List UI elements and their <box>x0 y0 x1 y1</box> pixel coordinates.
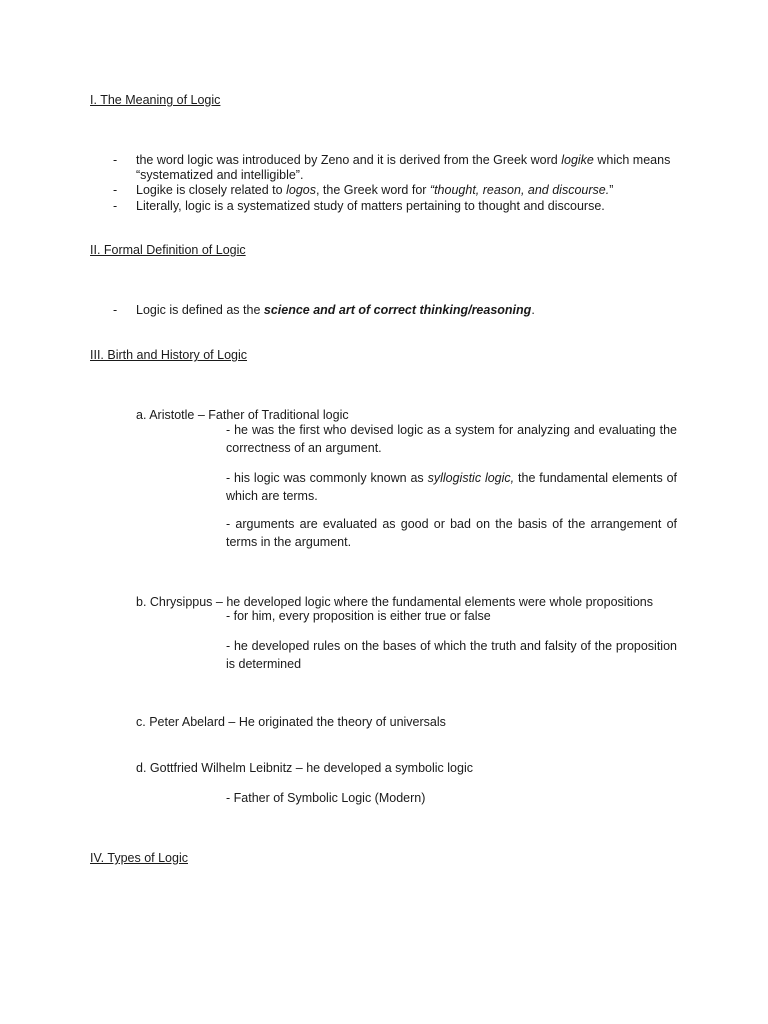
definition-emphasis: science and art of correct thinking/reasoning <box>263 303 532 317</box>
bullet-dash: - <box>113 183 118 197</box>
item-b-paragraph-1: - for him, every proposition is either true or false <box>226 609 491 623</box>
section-1-bullet-1-line-2: “systematized and intelligible”. <box>136 168 304 182</box>
section-4-heading: IV. Types of Logic <box>90 851 188 865</box>
syllogistic-logic-term: syllogistic logic, <box>427 471 515 485</box>
item-a-paragraph-2 <box>226 469 677 505</box>
item-b-chrysippus: b. Chrysippus – he developed logic where the fundamental elements were whole propositions <box>136 595 653 609</box>
bullet-text: Logic is defined as the <box>136 303 264 317</box>
section-1-bullet-3: Literally, logic is a systematized study of matters pertaining to thought and discourse. <box>136 199 605 213</box>
bullet-dash: - <box>113 199 118 213</box>
bullet-text: . <box>531 303 535 317</box>
item-d-paragraph-1: - Father of Symbolic Logic (Modern) <box>226 791 426 805</box>
item-a-paragraph-3: - arguments are evaluated as good or bad on the basis of the arrangement of terms in the argument. <box>226 517 677 549</box>
item-d-leibnitz: d. Gottfried Wilhelm Leibnitz – he developed a symbolic logic <box>136 761 473 775</box>
section-2-bullet-1 <box>136 302 535 318</box>
section-3-heading: III. Birth and History of Logic <box>90 348 248 362</box>
greek-term-logike: logike <box>561 153 594 167</box>
bullet-text: , the Greek word for <box>315 183 430 197</box>
section-2-heading: II. Formal Definition of Logic <box>90 243 246 257</box>
quoted-meaning: “thought, reason, and discourse. <box>429 183 610 197</box>
paragraph-text: - his logic was commonly known as <box>226 471 428 485</box>
bullet-text: ” <box>609 183 614 197</box>
section-1-bullet-2 <box>136 182 613 198</box>
greek-term-logos: logos <box>286 183 316 197</box>
item-b-paragraph-2: - he developed rules on the bases of which the truth and falsity of the proposition is determined <box>226 639 677 671</box>
section-1-bullet-1 <box>136 152 670 168</box>
item-a-paragraph-1: - he was the first who devised logic as a system for analyzing and evaluating the correctness of an argument. <box>226 423 677 455</box>
bullet-text: the word logic was introduced by Zeno and it is derived from the Greek word <box>136 153 562 167</box>
item-c-abelard: c. Peter Abelard – He originated the theory of universals <box>136 715 446 729</box>
item-a-aristotle: a. Aristotle – Father of Traditional logic <box>136 408 349 422</box>
section-1-heading: I. The Meaning of Logic <box>90 93 221 107</box>
bullet-dash: - <box>113 303 118 317</box>
bullet-dash: - <box>113 153 118 167</box>
bullet-text: Logike is closely related to <box>136 183 287 197</box>
paragraph-text: the fundamental elements of which are terms. <box>226 471 678 503</box>
bullet-text: which means <box>593 153 671 167</box>
